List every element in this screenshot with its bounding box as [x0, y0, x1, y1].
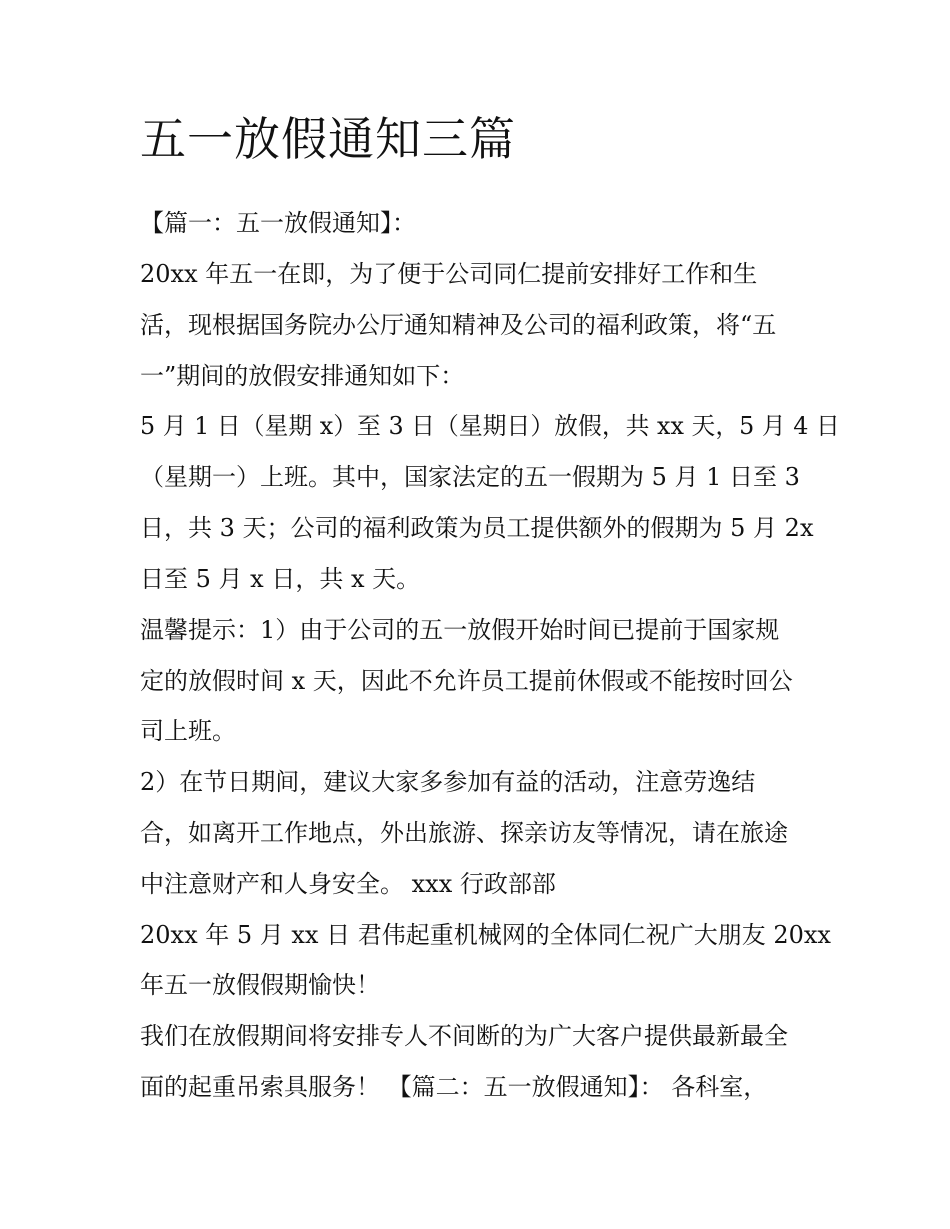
text-line: 活，现根据国务院办公厅通知精神及公司的福利政策，将“五: [140, 311, 777, 339]
text-line: 日，共 3 天；公司的福利政策为员工提供额外的假期为 5 月 2x: [140, 514, 814, 542]
text-line: 温馨提示：1）由于公司的五一放假开始时间已提前于国家规: [140, 616, 780, 644]
text-line: 20xx 年 5 月 xx 日 君伟起重机械网的全体同仁祝广大朋友 20xx: [140, 921, 831, 949]
text-line: 定的放假时间 x 天，因此不允许员工提前休假或不能按时回公: [140, 667, 793, 695]
text-line: 5 月 1 日（星期 x）至 3 日（星期日）放假，共 xx 天，5 月 4 日: [140, 412, 840, 440]
text-line: 年五一放假假期愉快！: [140, 971, 380, 999]
text-line: 司上班。: [140, 717, 236, 745]
section-heading: 【篇一：五一放假通知】：: [140, 209, 416, 237]
text-line: 面的起重吊索具服务！ 【篇二：五一放假通知】： 各科室，: [140, 1073, 768, 1101]
text-line: （星期一）上班。其中，国家法定的五一假期为 5 月 1 日至 3: [140, 463, 800, 491]
text-line: 中注意财产和人身安全。 xxx 行政部部: [140, 870, 556, 898]
text-line: 我们在放假期间将安排专人不间断的为广大客户提供最新最全: [140, 1022, 788, 1050]
text-line: 2）在节日期间，建议大家多参加有益的活动，注意劳逸结: [140, 768, 756, 796]
text-line: 日至 5 月 x 日，共 x 天。: [140, 565, 421, 593]
document-title: 五一放假通知三篇: [140, 112, 516, 166]
text-line: 合，如离开工作地点，外出旅游、探亲访友等情况，请在旅途: [140, 819, 788, 847]
text-line: 一”期间的放假安排通知如下：: [140, 362, 465, 390]
text-line: 20xx 年五一在即，为了便于公司同仁提前安排好工作和生: [140, 260, 758, 288]
